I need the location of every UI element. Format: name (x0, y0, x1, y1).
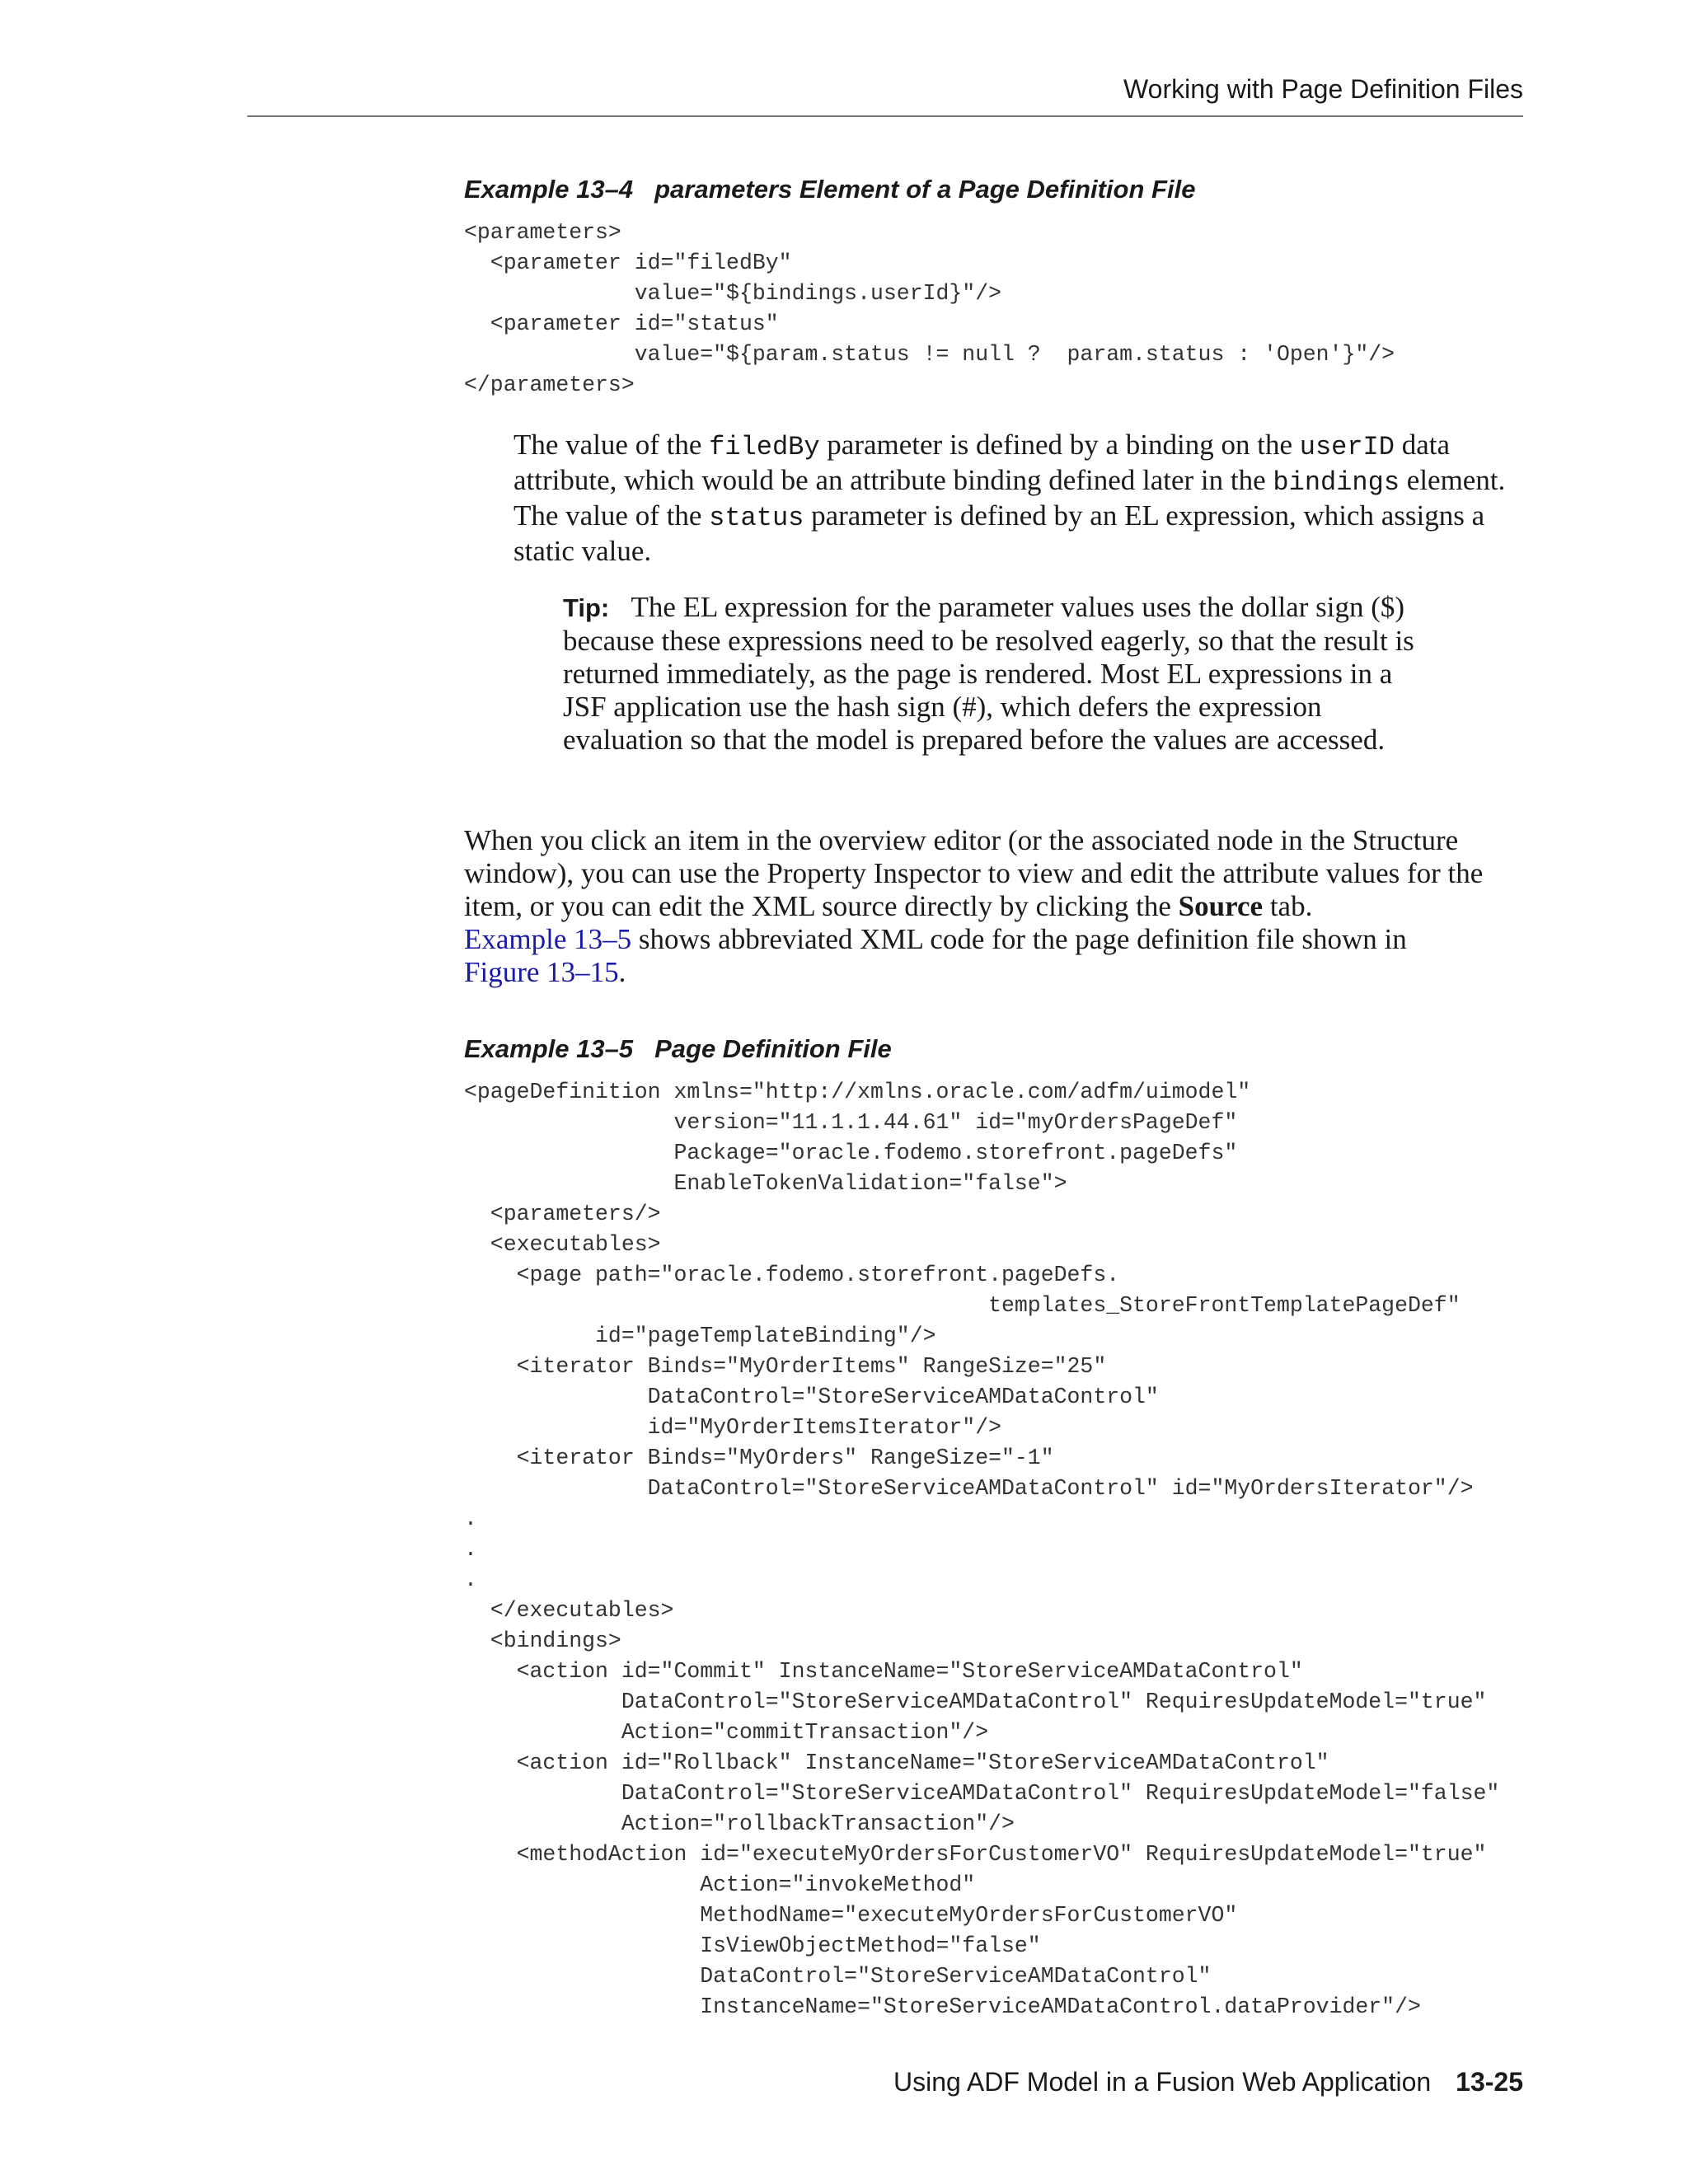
example-13-4-caption (464, 175, 1195, 204)
running-header: Working with Page Definition Files (1123, 74, 1523, 104)
header-divider (247, 115, 1523, 117)
example-13-4-code: <parameters> <parameter id="filedBy" value="${bindings.userId}"/> <parameter id="status" value="${param.status != null ? param.status : 'Open'}"/> </parameters> (464, 220, 1395, 397)
example-13-5-link[interactable]: Example 13–5 (464, 923, 632, 955)
example-title: parameters Element of a Page Definition File (654, 175, 1196, 204)
example-number: Example 13–5 (464, 1034, 634, 1063)
example-title: Page Definition File (654, 1034, 892, 1063)
paragraph-overview-editor: When you click an item in the overview editor (or the associated node in the Structure window), you can use the Property Inspector to view and edit the attribute values for the item, or you can edit the XML source directly by clicking the Source tab. Example 13–5 shows abbreviated XML code for the page definition file shown in Figure 13–15. (464, 824, 1484, 988)
tip-note (563, 591, 1428, 757)
tip-text: The EL expression for the parameter values uses the dollar sign ($) because these expressions need to be resolved eagerly, so that the result is returned immediately, as the page is rendered. Most EL expressions in a JSF application use the hash sign (#), which defers the expression evaluation so that the model is prepared before the values are accessed. (563, 591, 1414, 756)
tip-label: Tip: (563, 593, 610, 622)
code-term: filedBy (709, 432, 820, 462)
code-term: userID (1299, 432, 1395, 462)
code-term: status (709, 503, 804, 533)
footer-book-title: Using ADF Model in a Fusion Web Application (893, 2067, 1432, 2097)
page-footer (893, 2067, 1523, 2097)
code-term: bindings (1273, 467, 1400, 498)
example-13-5-code: <pageDefinition xmlns="http://xmlns.oracle.com/adfm/uimodel" version="11.1.1.44.61" id="myOrdersPageDef" Package="oracle.fodemo.storefront.pageDefs" EnableTokenValidation="false"> <parameters/> <executables> <page path="oracle.fodemo.storefront.pageDefs. templates_StoreFrontTemplatePageDef" id="pageTemplateBinding"/> <iterator Binds="MyOrderItems" RangeSize="25" DataControl="StoreServiceAMDataControl" id="MyOrderItemsIterator"/> <iterator Binds="MyOrders" RangeSize="-1" DataControl="StoreServiceAMDataControl" id="MyOrdersIterator"/> . . . </executables> <bindings> <action id="Commit" InstanceName="StoreServiceAMDataControl" DataControl="StoreServiceAMDataControl" RequiresUpdateModel="true" Action="commitTransaction"/> <action id="Rollback" InstanceName="StoreServiceAMDataControl" DataControl="StoreServiceAMDataControl" RequiresUpdateModel="false" Action="rollbackTransaction"/> <methodAction id="executeMyOrdersForCustomerVO" RequiresUpdateModel="true" Action="invokeMethod" MethodName="executeMyOrdersForCustomerVO" IsViewObjectMethod="false" DataControl="StoreServiceAMDataControl" InstanceName="StoreServiceAMDataControl.dataProvider"/> (464, 1080, 1500, 2019)
page-number: 13-25 (1456, 2067, 1523, 2097)
paragraph-filedby: The value of the filedBy parameter is defined by a binding on the userID data attribute, which would be an attribute binding defined later in the bindings element. The value of the status parameter is defined by an EL expression, which assigns a static value. (513, 429, 1506, 567)
figure-13-15-link[interactable]: Figure 13–15 (464, 956, 619, 988)
example-number: Example 13–4 (464, 175, 634, 204)
source-tab-term: Source (1178, 890, 1264, 922)
example-13-5-caption (464, 1034, 892, 1064)
